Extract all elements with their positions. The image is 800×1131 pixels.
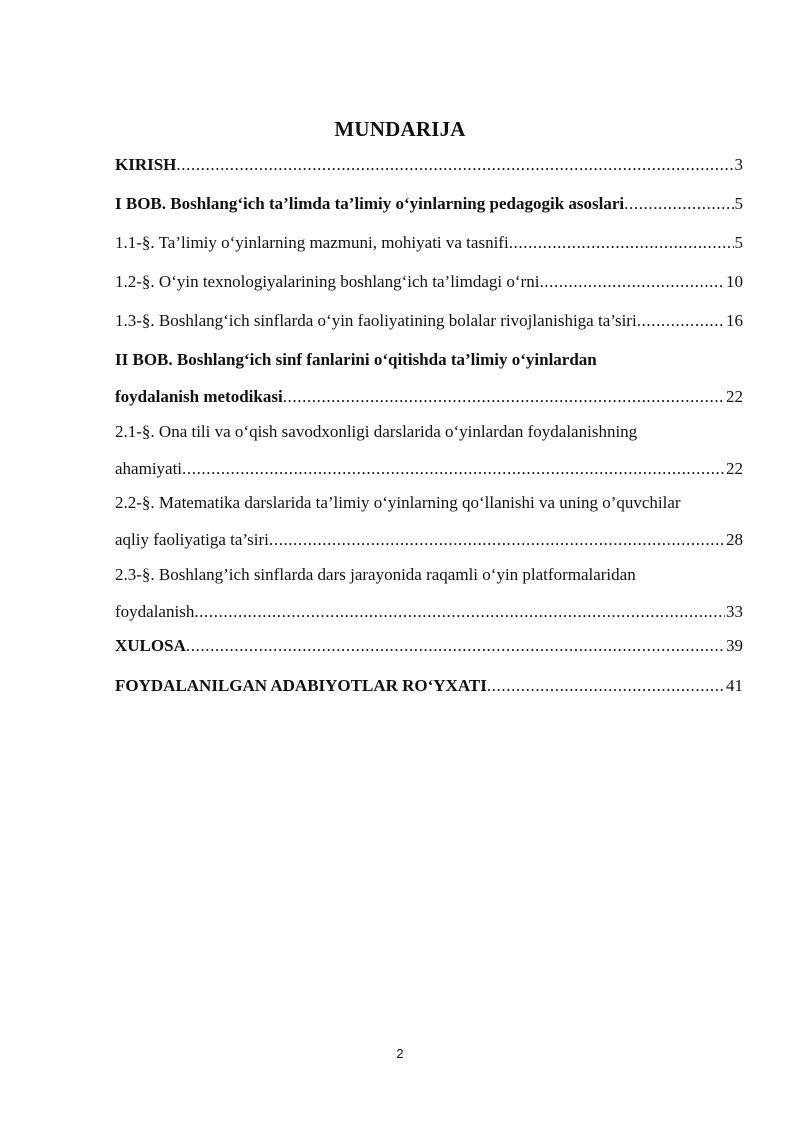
- toc-page-number: 39: [726, 636, 743, 655]
- toc-leader-dots: [539, 271, 725, 293]
- toc-entry-section-2-3[interactable]: [115, 564, 743, 623]
- toc-entry-section-1-3[interactable]: [115, 310, 743, 332]
- toc-entry-title-line2: aqliy faoliyatiga ta’siri: [115, 530, 269, 549]
- toc-entry-title: FOYDALANILGAN ADABIYOTLAR RO‘YXATI: [115, 676, 487, 695]
- toc-entry-section-2-2[interactable]: [115, 492, 743, 551]
- toc-entry-title: XULOSA: [115, 636, 186, 655]
- toc-entry-section-1-2[interactable]: [115, 271, 743, 293]
- toc-entry-chapter-1[interactable]: [115, 193, 743, 215]
- toc-entry-title-line1: 2.3-§. Boshlang’ich sinflarda dars jarayonida raqamli o‘yin platformalaridan: [115, 565, 636, 584]
- toc-page-number: 41: [726, 676, 743, 695]
- toc-entry-xulosa[interactable]: [115, 635, 743, 657]
- toc-leader-dots: [509, 232, 734, 254]
- toc-entry-title-line1: 2.1-§. Ona tili va o‘qish savodxonligi darslarida o‘yinlardan foydalanishning: [115, 422, 638, 441]
- toc-entry-title-line2: foydalanish metodikasi: [115, 387, 283, 406]
- toc-entry-section-2-1[interactable]: [115, 421, 743, 480]
- toc-entry-title-line1: II BOB. Boshlang‘ich sinf fanlarini o‘qitishda ta’limiy o‘yinlardan: [115, 350, 597, 369]
- toc-entry-title: 1.1-§. Ta’limiy o‘yinlarning mazmuni, mohiyati va tasnifi: [115, 233, 509, 252]
- toc-entry-title-line2: ahamiyati: [115, 459, 183, 478]
- toc-entry-title: 1.3-§. Boshlang‘ich sinflarda o‘yin faoliyatining bolalar rivojlanishiga ta’siri: [115, 311, 637, 330]
- toc-page-number: 22: [726, 459, 743, 478]
- toc-page-number: 5: [734, 233, 743, 252]
- toc-leader-dots: [182, 458, 725, 480]
- toc-page-number: 5: [734, 194, 743, 213]
- toc-page-number: 33: [726, 602, 743, 621]
- toc-leader-dots: [487, 675, 725, 697]
- toc-leader-dots: [194, 601, 725, 623]
- toc-entry-section-1-1[interactable]: [115, 232, 743, 254]
- toc-entry-title: 1.2-§. O‘yin texnologiyalarining boshlang‘ich ta’limdagi o‘rni: [115, 272, 540, 291]
- toc-page-number: 22: [726, 387, 743, 406]
- toc-entry-chapter-2[interactable]: [115, 349, 743, 408]
- toc-entry-title-line2: foydalanish: [115, 602, 195, 621]
- toc-page-number: 3: [734, 155, 743, 174]
- toc-leader-dots: [624, 193, 733, 215]
- toc-leader-dots: [186, 635, 725, 657]
- toc-page-number: 16: [726, 311, 743, 330]
- toc-page-number: 28: [726, 530, 743, 549]
- toc-leader-dots: [269, 529, 725, 551]
- toc-entry-title: I BOB. Boshlang‘ich ta’limda ta’limiy o‘yinlarning pedagogik asoslari: [115, 194, 625, 213]
- page-title: MUNDARIJA: [334, 117, 466, 141]
- toc-entry-title-line1: 2.2-§. Matematika darslarida ta’limiy o‘yinlarning qo‘llanishi va uning o’quvchilar: [115, 493, 681, 512]
- toc-leader-dots: [283, 386, 725, 408]
- toc-entry-title: KIRISH: [115, 155, 177, 174]
- toc-leader-dots: [637, 310, 725, 332]
- toc-entry-bibliography[interactable]: [115, 675, 743, 697]
- toc-entry-kirish[interactable]: [115, 154, 743, 176]
- toc-page-number: 10: [726, 272, 743, 291]
- page-number: 2: [396, 1046, 404, 1061]
- toc-leader-dots: [176, 154, 733, 176]
